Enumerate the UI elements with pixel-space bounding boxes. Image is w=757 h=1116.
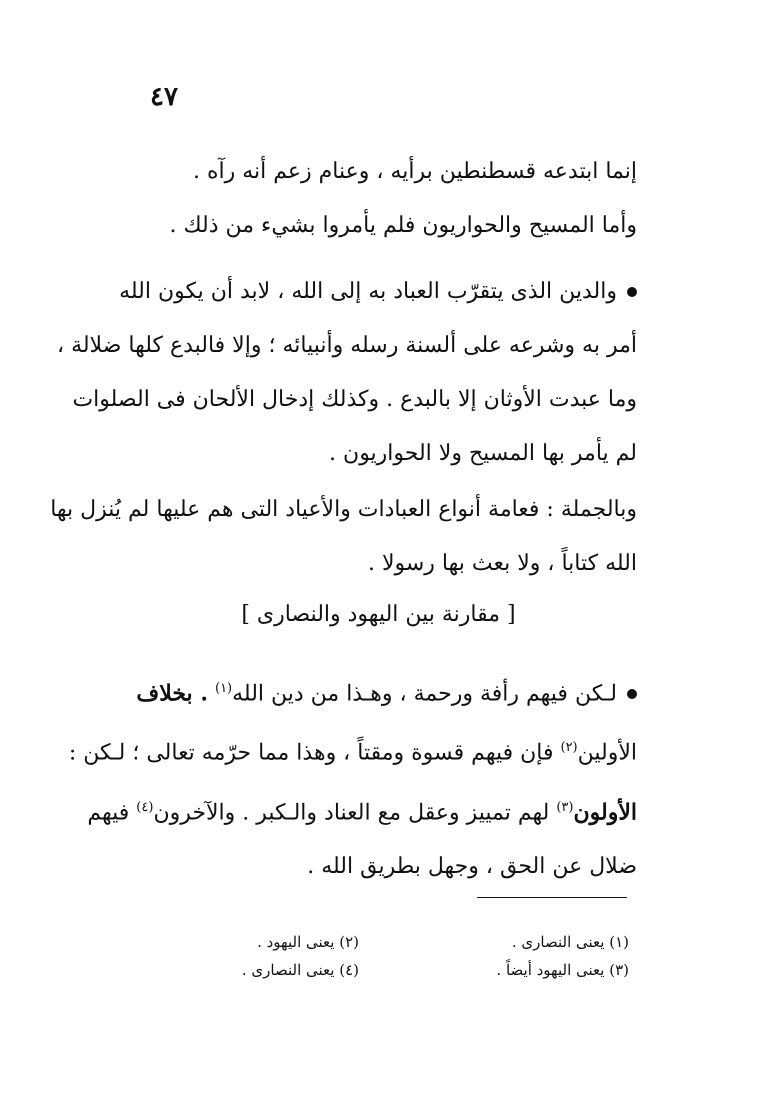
paragraph-3-line-4: لم يأمر بها المسيح ولا الحواريون . bbox=[329, 441, 637, 466]
paragraph-4-line-2: الله كتاباً ، ولا بعث بها رسولا . bbox=[367, 551, 637, 576]
footnote-1: (١) يعنى النصارى . bbox=[511, 933, 629, 951]
page-number: ٤٧ bbox=[150, 82, 178, 112]
footnote-4: (٤) يعنى النصارى . bbox=[241, 961, 359, 979]
paragraph-4-line-1: وبالجملة : فعامة أنواع العبادات والأعياد التى هم عليها لم يُنزل بها bbox=[50, 497, 637, 522]
paragraph-5-line-2-text-a: الأولين bbox=[577, 740, 637, 766]
footnote-2: (٢) يعنى اليهود . bbox=[257, 933, 359, 951]
footnote-3: (٣) يعنى اليهود أيضاً . bbox=[496, 961, 629, 979]
paragraph-1 bbox=[102, 145, 637, 253]
paragraph-5-line-1-text-a: لـكن فيهم رأفة ورحمة ، وهـذا من دين الله bbox=[232, 681, 617, 707]
paragraph-1-line-1: إنما ابتدعه قسطنطين برأيه ، وعنام زعم أنه رآه . bbox=[193, 159, 637, 184]
paragraph-3-line-2: أمر به وشرعه على ألسنة رسله وأنبيائه ؛ وإلا فالبدع كلها ضلالة ، bbox=[56, 333, 637, 358]
paragraph-5-line-1-text-b: . بخلاف bbox=[136, 680, 208, 707]
paragraph-5-line-1 bbox=[102, 662, 637, 721]
footnote-ref-1: (١) bbox=[214, 681, 233, 696]
paragraph-3-line-3: وما عبدت الأوثان إلا بالبدع . وكذلك إدخال الألحان فى الصلوات bbox=[72, 387, 637, 412]
footnote-divider bbox=[477, 897, 627, 898]
paragraph-5-line-3 bbox=[87, 781, 637, 840]
paragraph-5-line-2-text-b: فإن فيهم قسوة ومقتاً ، وهذا مما حرّمه تعالى ؛ لـكن : bbox=[68, 740, 554, 766]
paragraph-5-line-2 bbox=[68, 721, 637, 780]
bullet-icon bbox=[627, 287, 637, 297]
footnote-ref-2: (٢) bbox=[560, 740, 578, 756]
paragraph-3-line-1 bbox=[102, 265, 637, 319]
paragraph-4 bbox=[50, 483, 637, 591]
paragraph-5-line-3-text-b: لهم تمييز وعقل مع العناد والـكبر . والآخرون bbox=[153, 799, 550, 825]
footnote-row-2 bbox=[129, 956, 629, 984]
footnote-ref-3: (٣) bbox=[556, 799, 574, 815]
paragraph-5 bbox=[68, 662, 637, 894]
paragraph-2-line-1: وأما المسيح والحواريون فلم يأمروا بشيء من ذلك . bbox=[169, 213, 637, 238]
paragraph-5-line-4: ضلال عن الحق ، وجهل بطريق الله . bbox=[307, 853, 637, 879]
bullet-icon bbox=[627, 689, 637, 699]
paragraph-5-line-3-text-c: فيهم bbox=[87, 799, 130, 825]
paragraph-5-line-3-text-a: الأولون bbox=[573, 798, 637, 825]
paragraph-3-line-1-text: والدين الذى يتقرّب العباد به إلى الله ، لابد أن يكون الله bbox=[119, 279, 617, 304]
section-heading: [ مقارنة بين اليهود والنصارى ] bbox=[241, 602, 516, 627]
footnotes bbox=[129, 928, 629, 984]
paragraph-3 bbox=[56, 265, 637, 481]
footnote-ref-4: (٤) bbox=[136, 799, 154, 815]
footnote-row-1 bbox=[129, 928, 629, 956]
